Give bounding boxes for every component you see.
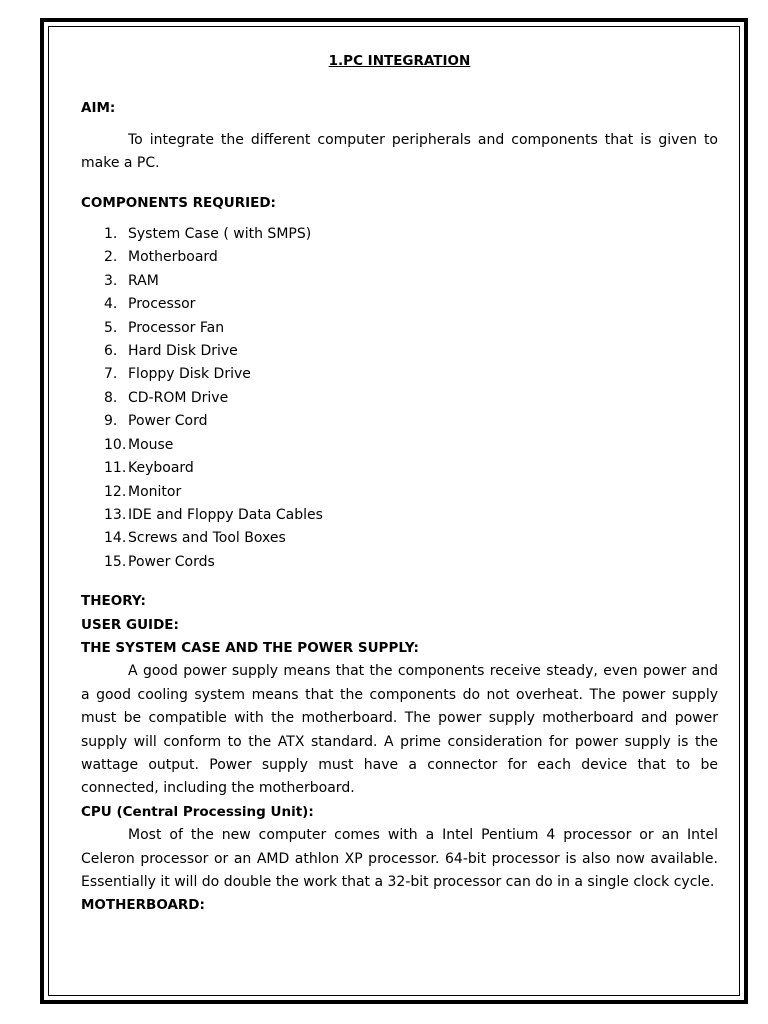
list-item <box>81 317 718 340</box>
list-item-label: CD-ROM Drive <box>128 389 229 406</box>
list-item <box>81 504 718 527</box>
aim-text: To integrate the different computer peripherals and components that is given to make a PC. <box>81 131 718 172</box>
list-item-number: 12. <box>104 483 127 500</box>
cpu-heading: CPU (Central Processing Unit): <box>81 803 314 820</box>
list-item <box>81 481 718 504</box>
list-item <box>81 270 718 293</box>
list-item <box>81 434 718 457</box>
list-item-label: System Case ( with SMPS) <box>128 226 312 243</box>
motherboard-heading: MOTHERBOARD: <box>81 897 205 914</box>
list-item-number: 9. <box>104 413 118 430</box>
list-item-label: Mouse <box>128 436 174 453</box>
cpu-text: Most of the new computer comes with a Intel Pentium 4 processor or an Intel Celeron processor or an AMD athlon XP processor. 64-bit processor is also now available. Essentially it will do double the work that a 32-bit processor can do in a single clock cycle. <box>81 827 718 890</box>
list-item-number: 6. <box>104 343 118 360</box>
system-case-text: A good power supply means that the components receive steady, even power and a good cooling system means that the components do not overheat. The power supply must be compatible with the motherboard. The power supply motherboard and power supply will conform to the ATX standard. A prime consideration for power supply is the wattage output. Power supply must have a connector for each device that to be connected, including the motherboard. <box>81 663 718 797</box>
list-item-number: 5. <box>104 319 118 336</box>
user-guide-heading: USER GUIDE: <box>81 616 179 633</box>
list-item <box>81 551 718 574</box>
list-item-number: 11. <box>104 460 127 477</box>
document-body <box>81 50 718 918</box>
aim-heading: AIM: <box>81 100 116 117</box>
list-item-number: 4. <box>104 296 118 313</box>
components-heading: COMPONENTS REQURIED: <box>81 194 276 211</box>
components-list <box>81 223 718 574</box>
list-item-number: 15. <box>104 553 127 570</box>
list-item <box>81 293 718 316</box>
list-item-label: Monitor <box>128 483 182 500</box>
system-case-heading: THE SYSTEM CASE AND THE POWER SUPPLY: <box>81 639 419 656</box>
list-item-number: 2. <box>104 249 118 266</box>
list-item <box>81 340 718 363</box>
list-item <box>81 246 718 269</box>
list-item-label: Keyboard <box>128 460 194 477</box>
list-item-number: 7. <box>104 366 118 383</box>
document-title: 1.PC INTEGRATION <box>328 53 471 69</box>
theory-heading: THEORY: <box>81 593 146 610</box>
list-item-label: Processor Fan <box>128 319 225 336</box>
list-item <box>81 387 718 410</box>
list-item-label: Processor <box>128 296 196 313</box>
list-item-label: Hard Disk Drive <box>128 343 238 360</box>
list-item-number: 1. <box>104 226 118 243</box>
list-item <box>81 527 718 550</box>
list-item-label: RAM <box>128 272 159 289</box>
list-item-label: Floppy Disk Drive <box>128 366 251 383</box>
list-item-number: 8. <box>104 389 118 406</box>
list-item-number: 13. <box>104 506 127 523</box>
list-item-number: 10. <box>104 436 127 453</box>
list-item <box>81 363 718 386</box>
list-item-label: Power Cords <box>128 553 215 570</box>
list-item-number: 14. <box>104 530 127 547</box>
list-item <box>81 223 718 246</box>
list-item <box>81 457 718 480</box>
list-item-label: Motherboard <box>128 249 218 266</box>
list-item-label: Screws and Tool Boxes <box>128 530 286 547</box>
list-item-label: IDE and Floppy Data Cables <box>128 506 323 523</box>
list-item-label: Power Cord <box>128 413 208 430</box>
list-item <box>81 410 718 433</box>
list-item-number: 3. <box>104 272 118 289</box>
